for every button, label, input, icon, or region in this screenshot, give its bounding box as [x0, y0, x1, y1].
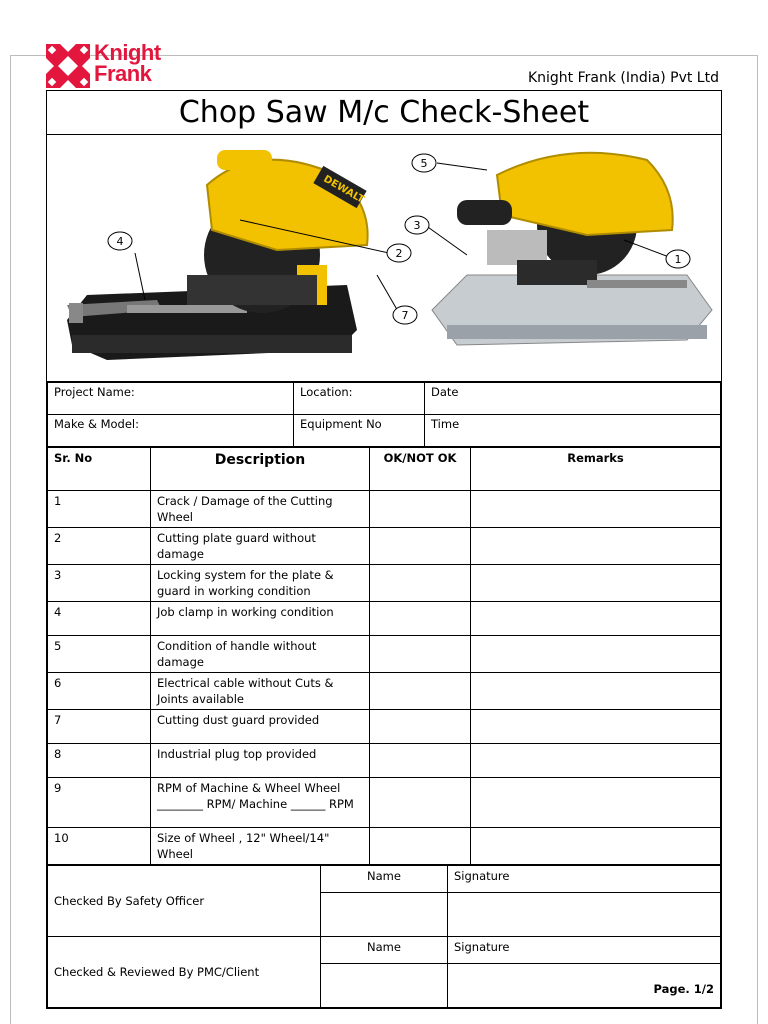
ok-cell[interactable]: [370, 528, 471, 565]
remarks-cell[interactable]: [471, 491, 721, 528]
safety-officer-name-cell[interactable]: [321, 893, 448, 937]
ok-cell[interactable]: [370, 602, 471, 636]
sheet-title: Chop Saw M/c Check-Sheet: [47, 91, 721, 135]
remarks-cell[interactable]: [471, 778, 721, 828]
callout-1: 1: [674, 253, 682, 266]
company-name: Knight Frank (India) Pvt Ltd: [527, 70, 719, 86]
callout-3: 3: [413, 219, 421, 232]
callout-2: 2: [395, 247, 403, 260]
project-info-table: [47, 382, 721, 447]
table-row: 9 RPM of Machine & Wheel Wheel ________ RPM/ Machine ______ RPM: [48, 778, 721, 828]
name-label: Name: [321, 866, 448, 893]
page-number: Page. 1/2: [653, 982, 714, 996]
col-sr-no: Sr. No: [48, 448, 151, 491]
date-field[interactable]: Date: [425, 383, 721, 415]
table-row: 8 Industrial plug top provided: [48, 744, 721, 778]
remarks-cell[interactable]: [471, 673, 721, 710]
make-model-field[interactable]: Make & Model:: [48, 415, 294, 447]
ok-cell[interactable]: [370, 744, 471, 778]
col-ok-not-ok: OK/NOT OK: [370, 448, 471, 491]
knight-frank-logo-icon: [46, 44, 90, 88]
table-row: 6 Electrical cable without Cuts & Joints available: [48, 673, 721, 710]
ok-cell[interactable]: [370, 710, 471, 744]
remarks-cell[interactable]: [471, 565, 721, 602]
project-name-field[interactable]: Project Name:: [48, 383, 294, 415]
remarks-cell[interactable]: [471, 710, 721, 744]
table-row: 3 Locking system for the plate & guard in working condition: [48, 565, 721, 602]
right-chop-saw-image: [432, 153, 712, 345]
remarks-cell[interactable]: [471, 744, 721, 778]
remarks-cell[interactable]: [471, 528, 721, 565]
ok-cell[interactable]: [370, 565, 471, 602]
signoff-table: [47, 865, 721, 1008]
left-chop-saw-image: [67, 150, 368, 360]
ok-cell[interactable]: [370, 491, 471, 528]
time-field[interactable]: Time: [425, 415, 721, 447]
table-row: 4 Job clamp in working condition: [48, 602, 721, 636]
chop-saw-photos: [47, 135, 721, 381]
table-row: 1 Crack / Damage of the Cutting Wheel: [48, 491, 721, 528]
signature-label: Signature: [448, 937, 721, 964]
callout-5: 5: [420, 157, 428, 170]
table-row: 10 Size of Wheel , 12" Wheel/14" Wheel: [48, 828, 721, 865]
callout-4: 4: [116, 235, 124, 248]
remarks-cell[interactable]: [471, 828, 721, 865]
col-remarks: Remarks: [471, 448, 721, 491]
chop-saw-illustration: [47, 135, 721, 382]
ok-cell[interactable]: [370, 673, 471, 710]
safety-officer-signature-cell[interactable]: [448, 893, 721, 937]
check-sheet: [46, 90, 722, 1009]
table-row: 2 Cutting plate guard without damage: [48, 528, 721, 565]
name-label: Name: [321, 937, 448, 964]
col-description: Description: [151, 448, 370, 491]
checklist-table: [47, 447, 721, 865]
table-row: 7 Cutting dust guard provided: [48, 710, 721, 744]
ok-cell[interactable]: [370, 828, 471, 865]
pmc-name-cell[interactable]: [321, 964, 448, 1008]
ok-cell[interactable]: [370, 636, 471, 673]
svg-text:DEWALT: DEWALT: [321, 173, 366, 206]
table-row: 5 Condition of handle without damage: [48, 636, 721, 673]
callout-7: 7: [401, 309, 409, 322]
remarks-cell[interactable]: [471, 602, 721, 636]
signature-label: Signature: [448, 866, 721, 893]
checked-by-label: Checked By Safety Officer: [48, 866, 321, 937]
equipment-no-field[interactable]: Equipment No: [294, 415, 425, 447]
remarks-cell[interactable]: [471, 636, 721, 673]
ok-cell[interactable]: [370, 778, 471, 828]
logo-wordmark: Knight Frank: [94, 40, 161, 86]
location-field[interactable]: Location:: [294, 383, 425, 415]
reviewed-by-label: Checked & Reviewed By PMC/Client: [48, 937, 321, 1008]
